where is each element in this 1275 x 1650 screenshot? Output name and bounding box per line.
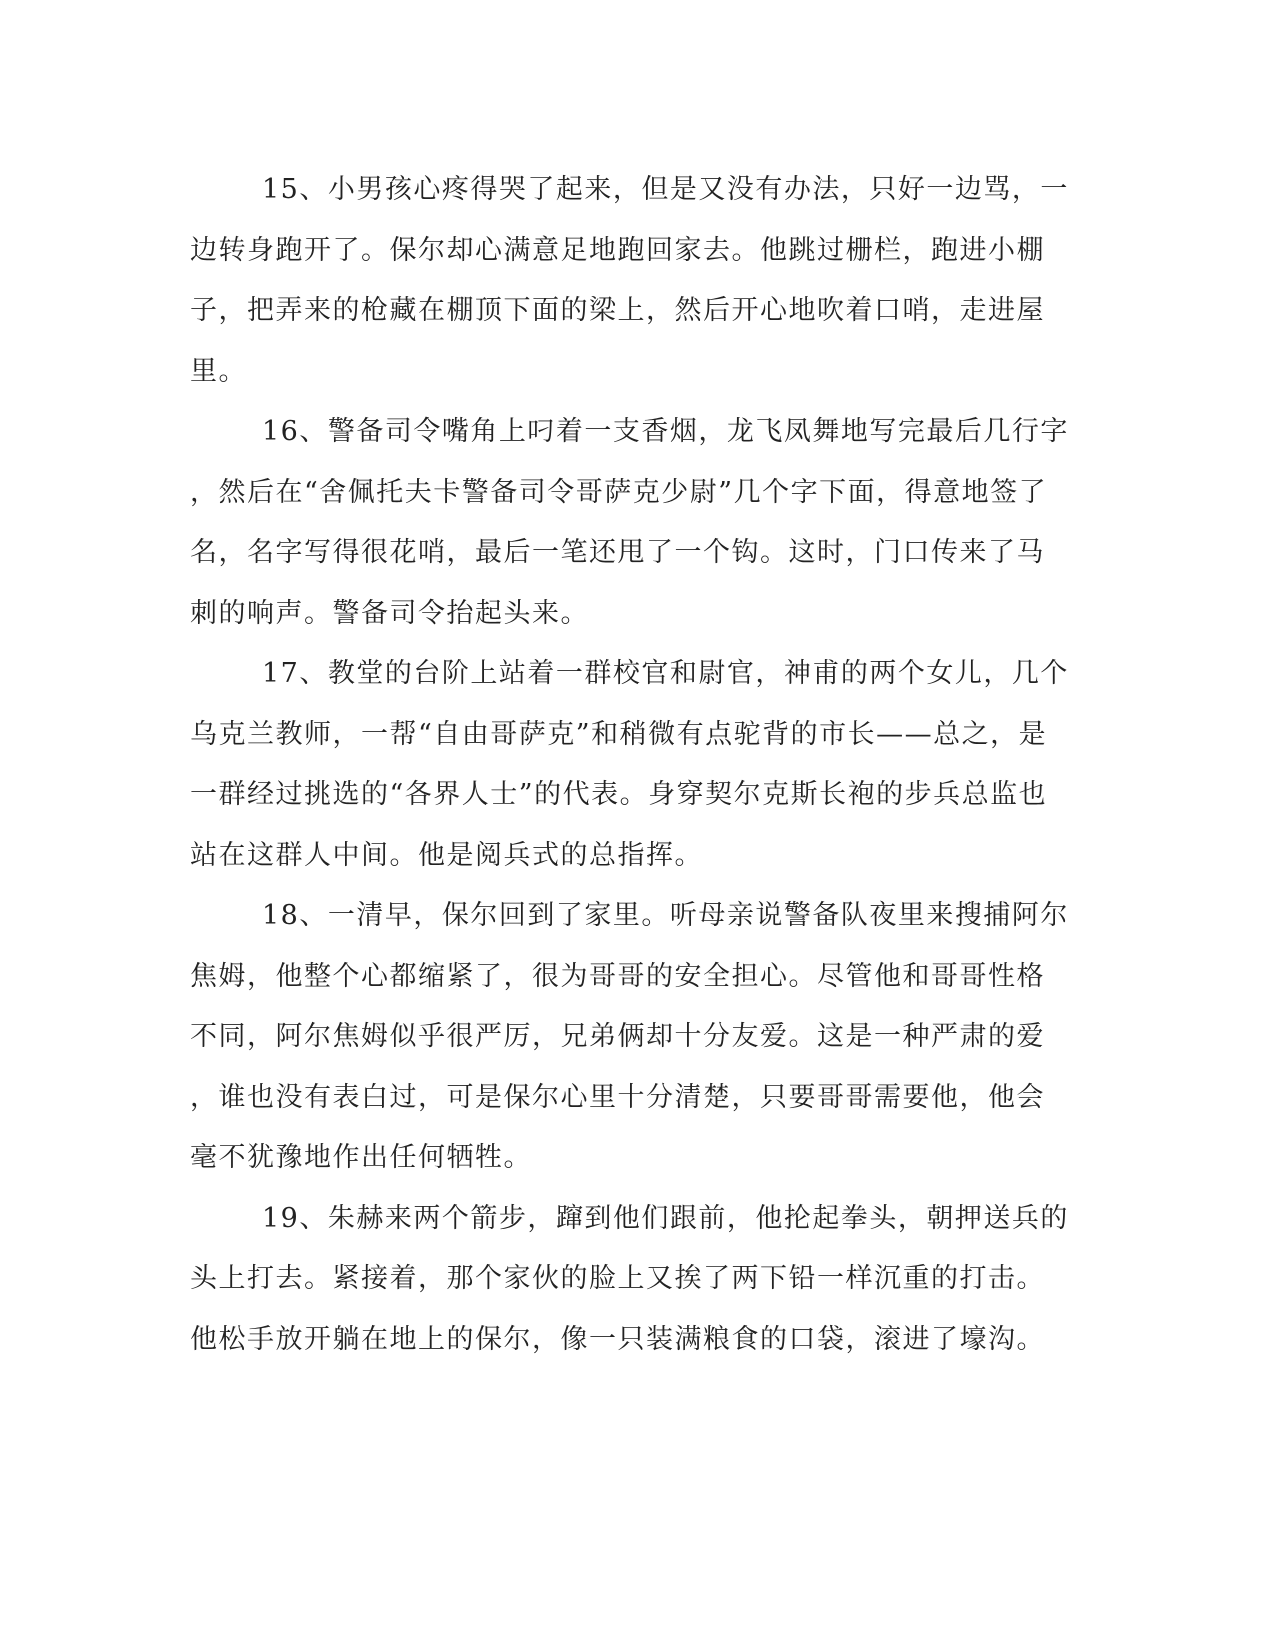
paragraph-15: [190, 160, 1070, 402]
paragraph-line: ，然后在“舍佩托夫卡警备司令哥萨克少尉”几个字下面，得意地签了: [190, 476, 1048, 508]
paragraph-18: [190, 886, 1070, 1189]
paragraph-line: 里。: [190, 355, 247, 387]
paragraph-line: 头上打去。紧接着，那个家伙的脸上又挨了两下铅一样沉重的打击。: [190, 1263, 1045, 1294]
paragraph-line: 19、朱赫来两个箭步，蹿到他们跟前，他抡起拳头，朝押送兵的: [262, 1202, 1069, 1234]
paragraph-line: 边转身跑开了。保尔却心满意足地跑回家去。他跳过栅栏，跑进小棚: [190, 234, 1045, 266]
paragraph-line: 毫不犹豫地作出任何牺牲。: [190, 1142, 532, 1173]
paragraph-line: 子，把弄来的枪藏在棚顶下面的梁上，然后开心地吹着口哨，走进屋: [190, 295, 1045, 326]
paragraph-line: 不同，阿尔焦姆似乎很严厉，兄弟俩却十分友爱。这是一种严肃的爱: [190, 1021, 1045, 1052]
paragraph-line: 乌克兰教师，一帮“自由哥萨克”和稍微有点驼背的市长——总之，是: [190, 718, 1048, 750]
paragraph-line: ，谁也没有表白过，可是保尔心里十分清楚，只要哥哥需要他，他会: [190, 1081, 1045, 1113]
paragraph-line: 16、警备司令嘴角上叼着一支香烟，龙飞凤舞地写完最后几行字: [262, 416, 1069, 447]
paragraph-line: 名，名字写得很花哨，最后一笔还甩了一个钩。这时，门口传来了马: [190, 537, 1045, 568]
paragraph-line: 他松手放开躺在地上的保尔，像一只装满粮食的口袋，滚进了壕沟。: [190, 1323, 1045, 1355]
paragraph-line: 一群经过挑选的“各界人士”的代表。身穿契尔克斯长袍的步兵总监也: [190, 779, 1048, 810]
paragraph-line: 站在这群人中间。他是阅兵式的总指挥。: [190, 839, 703, 871]
paragraph-line: 15、小男孩心疼得哭了起来，但是又没有办法，只好一边骂，一: [262, 174, 1069, 205]
paragraph-line: 18、一清早，保尔回到了家里。听母亲说警备队夜里来搜捕阿尔: [262, 900, 1069, 931]
paragraph-line: 刺的响声。警备司令抬起头来。: [190, 597, 589, 629]
paragraph-19: [190, 1189, 1070, 1371]
document-body: [190, 160, 1070, 1370]
paragraph-line: 17、教堂的台阶上站着一群校官和尉官，神甫的两个女儿，几个: [262, 658, 1069, 689]
paragraph-16: [190, 402, 1070, 644]
paragraph-line: 焦姆，他整个心都缩紧了，很为哥哥的安全担心。尽管他和哥哥性格: [190, 960, 1045, 992]
paragraph-17: [190, 644, 1070, 886]
